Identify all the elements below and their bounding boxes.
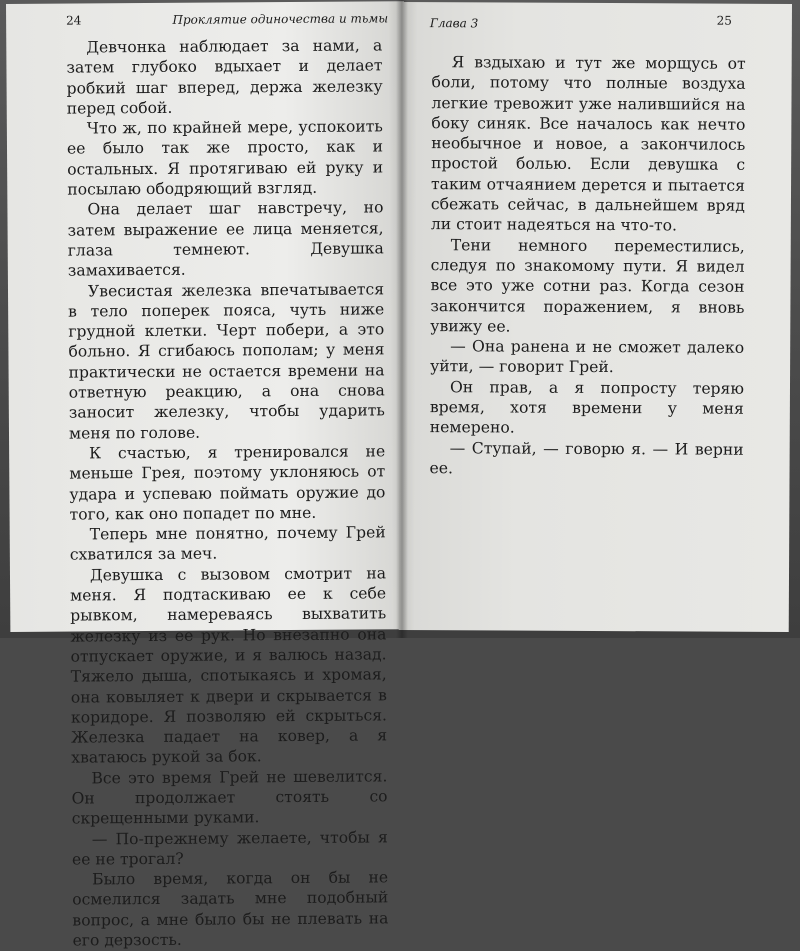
paragraph: Тени немного переместились, следуя по знакомому пути. Я видел все это уже сотни раз. Когда сезон закончится поражением, я вновь увижу ее. <box>430 235 745 336</box>
left-page-text <box>66 35 388 951</box>
book-gutter <box>396 0 408 638</box>
dialogue-line: — Ступай, — говорю я. — И верни ее. <box>429 438 744 478</box>
paragraph: Увесистая железка впечатывается в тело поперек пояса, чуть ниже грудной клетки. Черт побери, а это больно. Я сгибаюсь пополам; у меня практически не остается времени на ответную реакцию, а она снова заносит железку, чтобы ударить меня по голове. <box>68 279 385 443</box>
paragraph: Она делает шаг навстречу, но затем выражение ее лица меняется, глаза темнеют. Девушка замахивается. <box>67 198 384 280</box>
right-page-text <box>430 52 746 480</box>
right-page <box>399 2 792 632</box>
paragraph: Теперь мне понятно, почему Грей схватился за меч. <box>69 523 386 564</box>
running-title: Проклятие одиночества и тьмы <box>172 11 389 27</box>
paragraph: Девушка с вызовом смотрит на меня. Я подтаскиваю ее к себе рывком, намереваясь выхватить железку из ее рук. Но внезапно она отпускает оружие, и я валюсь назад. Тяжело дыша, спотыкаясь и хромая, она ковыляет к двери и скрывается в коридоре. Я позволяю ей скрыться. Железка падает на ковер, а я хватаюсь рукой за бок. <box>70 564 388 767</box>
paragraph: Я вздыхаю и тут же морщусь от боли, потому что полные воздуха легкие тревожит уже налившийся на боку синяк. Все началось как нечто необычное и новое, а закончилось простой болью. Если девушка с таким отчаянием дерется и пытается сбежать сейчас, в дальнейшем вряд ли стоит надеяться на что-то. <box>430 53 746 235</box>
chapter-title: Глава 3 <box>429 16 479 31</box>
page-number: 24 <box>66 13 82 28</box>
paragraph: Он прав, а я попросту теряю время, хотя времени у меня немерено. <box>429 377 745 437</box>
paragraph: К счастью, я тренировался не меньше Грея, поэтому уклоняюсь от удара и успеваю поймать оружие до того, как оно попадет по мне. <box>69 442 386 524</box>
left-page-header <box>6 11 404 34</box>
left-page <box>6 1 408 950</box>
dialogue-line: — Она ранена и не сможет далеко уйти, — говорит Грей. <box>430 337 745 377</box>
dialogue-line: — По-прежнему желаете, чтобы я ее не трогал? <box>71 827 388 869</box>
page-number: 25 <box>716 13 732 28</box>
paragraph: Все это время Грей не шевелится. Он продолжает стоять со скрещенными руками. <box>71 767 388 828</box>
paragraph: Что ж, по крайней мере, успокоить ее было так же просто, как и остальных. Я протягиваю ей руку и посылаю ободряющий взгляд. <box>66 117 384 199</box>
right-page-header <box>402 12 792 34</box>
paragraph: Девчонка наблюдает за нами, а затем глубоко вдыхает и делает робкий шаг вперед, держа железку перед собой. <box>66 36 383 118</box>
paragraph: Было время, когда он бы не осмелился задать мне подобный вопрос, а мне было бы не плевать на его дерзость. <box>72 868 389 950</box>
